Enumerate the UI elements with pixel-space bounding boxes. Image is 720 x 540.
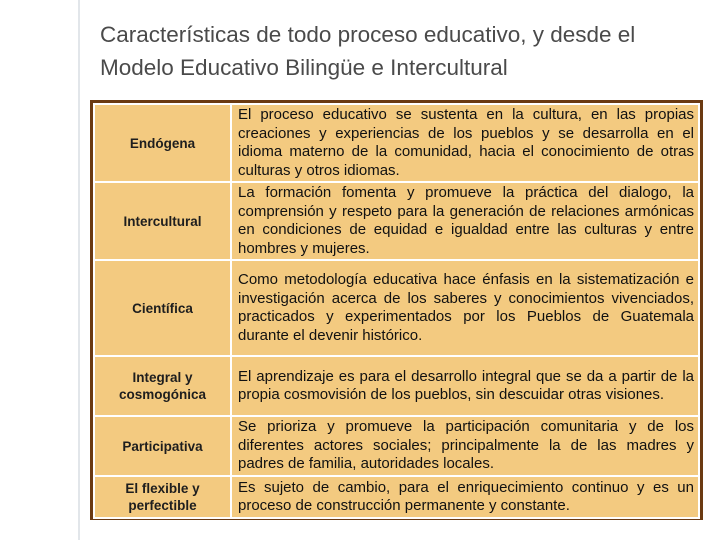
table-row	[94, 104, 699, 182]
row-description: Como metodología educativa hace énfasis en la sistematización e investigación acerca de los saberes y conocimientos vivenciados, practicados y experimentados por los Pueblos de Guatemala durante el devenir histórico.	[231, 260, 699, 356]
table-row	[94, 356, 699, 416]
slide-title: Características de todo proceso educativo, y desde el Modelo Educativo Bilingüe e Intercultural	[100, 22, 636, 80]
row-description: La formación fomenta y promueve la práctica del dialogo, la comprensión y respeto para la generación de relaciones armónicas en condiciones de equidad e igualdad entre las culturas y entre hombres y mujeres.	[231, 182, 699, 260]
row-description: Es sujeto de cambio, para el enriquecimiento continuo y es un proceso de construcción permanente y constante.	[231, 476, 699, 518]
table-row	[94, 260, 699, 356]
row-term: El flexible y perfectible	[94, 476, 231, 518]
table-row	[94, 182, 699, 260]
row-description: Se prioriza y promueve la participación comunitaria y de los diferentes actores sociales; principalmente la de las madres y padres de familia, autoridades locales.	[231, 416, 699, 476]
row-description: El proceso educativo se sustenta en la cultura, en las propias creaciones y experiencias de los pueblos y se desarrolla en el idioma materno de la comunidad, hacia el conocimiento de otras culturas y otros idiomas.	[231, 104, 699, 182]
row-term: Endógena	[94, 104, 231, 182]
slide-left-rule	[78, 0, 80, 540]
table-row	[94, 476, 699, 518]
row-term: Científica	[94, 260, 231, 356]
row-description: El aprendizaje es para el desarrollo integral que se da a partir de la propia cosmovisión de los pueblos, sin descuidar otras visiones.	[231, 356, 699, 416]
row-term: Participativa	[94, 416, 231, 476]
characteristics-table	[90, 100, 703, 520]
row-term: Integral y cosmogónica	[94, 356, 231, 416]
row-term: Intercultural	[94, 182, 231, 260]
table-row	[94, 416, 699, 476]
